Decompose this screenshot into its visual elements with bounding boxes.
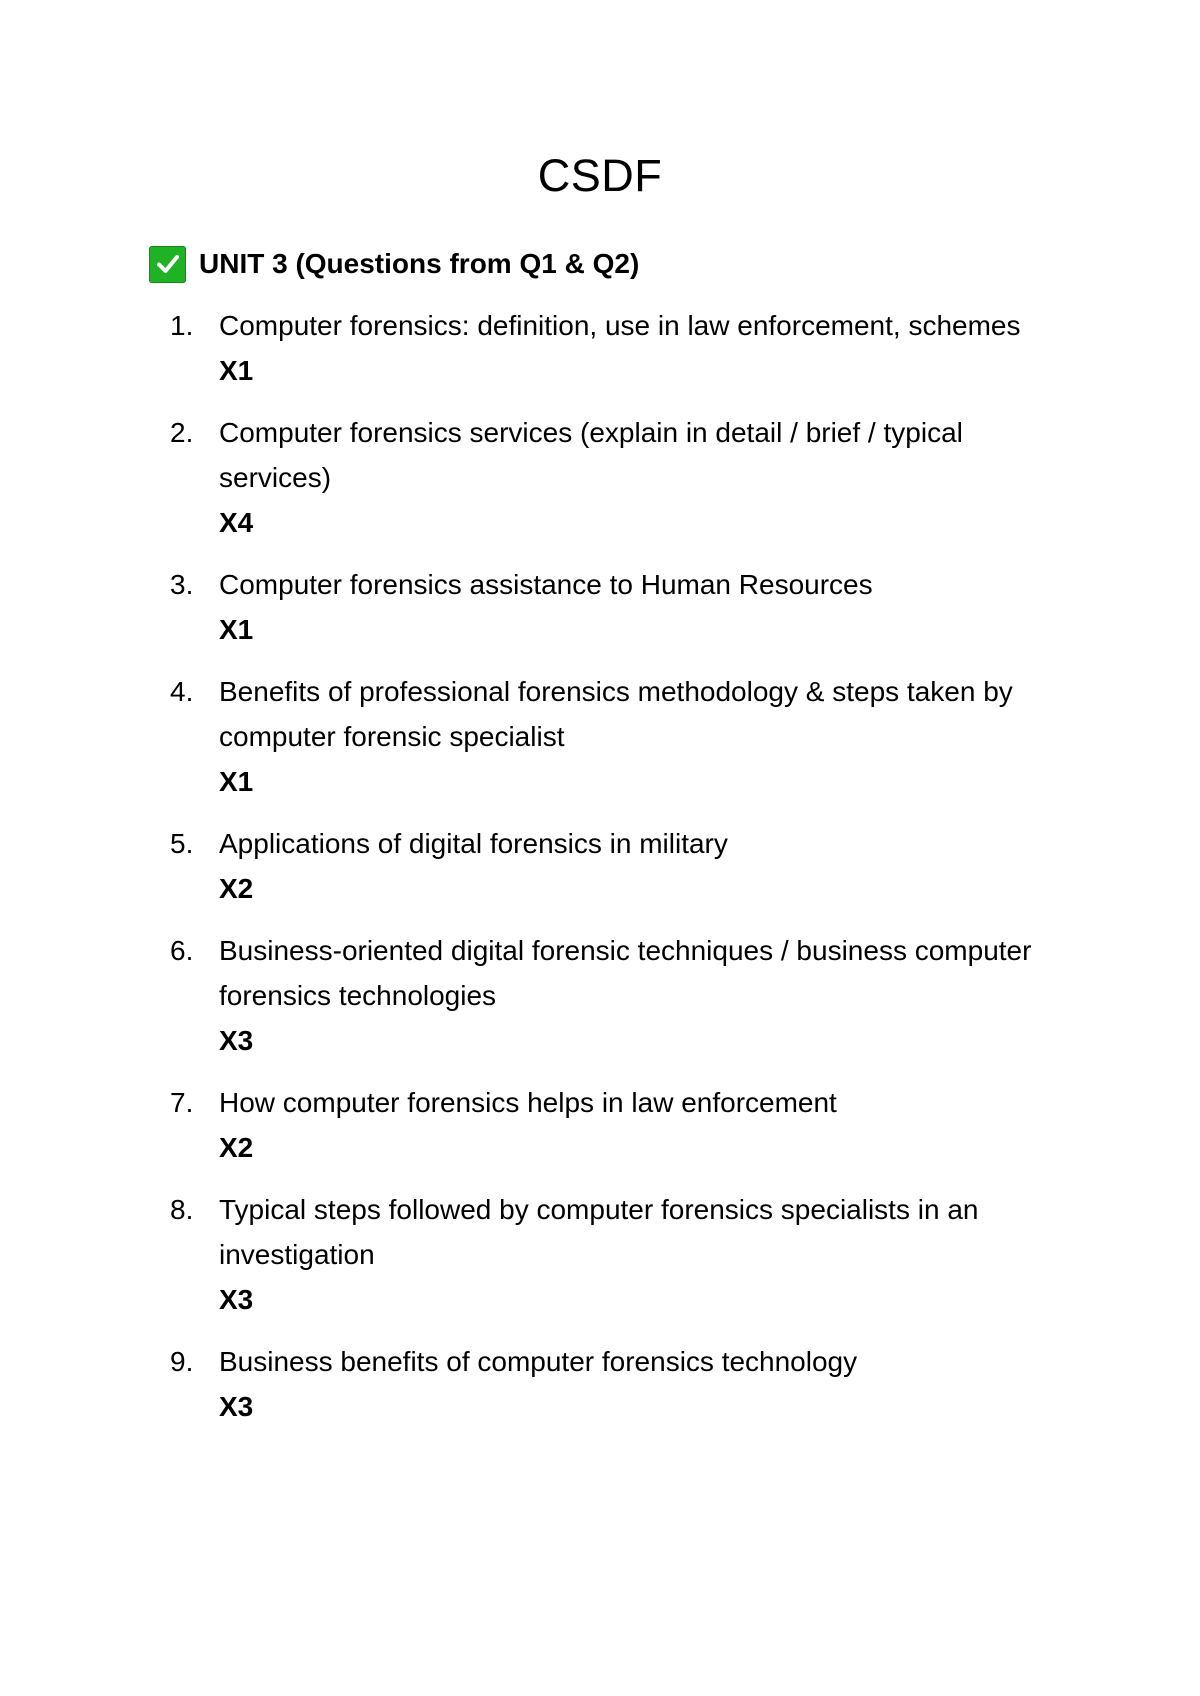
question-frequency: X1 — [219, 614, 254, 645]
question-text: How computer forensics helps in law enforcement — [219, 1087, 837, 1118]
question-number: 9. — [170, 1346, 194, 1377]
question-item — [170, 1187, 1070, 1322]
question-item — [170, 410, 1070, 545]
unit-heading-text: UNIT 3 (Questions from Q1 & Q2) — [199, 248, 640, 279]
question-number: 3. — [170, 569, 194, 600]
question-frequency: X1 — [219, 766, 254, 797]
question-list — [170, 303, 1070, 1446]
question-number: 1. — [170, 310, 194, 341]
question-text: Typical steps followed by computer forensics specialists in an investigation — [219, 1194, 979, 1270]
unit-heading — [149, 244, 639, 284]
question-frequency: X3 — [219, 1391, 254, 1422]
question-item — [170, 303, 1070, 393]
question-frequency: X3 — [219, 1284, 254, 1315]
question-number: 2. — [170, 417, 194, 448]
question-frequency: X4 — [219, 507, 254, 538]
question-frequency: X3 — [219, 1025, 254, 1056]
question-item — [170, 1080, 1070, 1170]
question-item — [170, 928, 1070, 1063]
question-number: 6. — [170, 935, 194, 966]
question-text: Computer forensics: definition, use in law enforcement, schemes — [219, 310, 1021, 341]
question-number: 8. — [170, 1194, 194, 1225]
check-mark-button-icon — [149, 246, 186, 283]
question-text: Computer forensics assistance to Human Resources — [219, 569, 873, 600]
question-text: Business-oriented digital forensic techniques / business computer forensics technologies — [219, 935, 1032, 1011]
question-item — [170, 821, 1070, 911]
question-frequency: X2 — [219, 873, 254, 904]
question-item — [170, 562, 1070, 652]
question-number: 4. — [170, 676, 194, 707]
question-item — [170, 669, 1070, 804]
question-number: 7. — [170, 1087, 194, 1118]
question-text: Business benefits of computer forensics technology — [219, 1346, 858, 1377]
question-frequency: X1 — [219, 355, 254, 386]
question-item — [170, 1339, 1070, 1429]
question-frequency: X2 — [219, 1132, 254, 1163]
question-text: Benefits of professional forensics methodology & steps taken by computer forensic specialist — [219, 676, 1013, 752]
question-text: Applications of digital forensics in military — [219, 828, 728, 859]
question-number: 5. — [170, 828, 194, 859]
page-title: CSDF — [537, 150, 663, 201]
question-text: Computer forensics services (explain in detail / brief / typical services) — [219, 417, 963, 493]
